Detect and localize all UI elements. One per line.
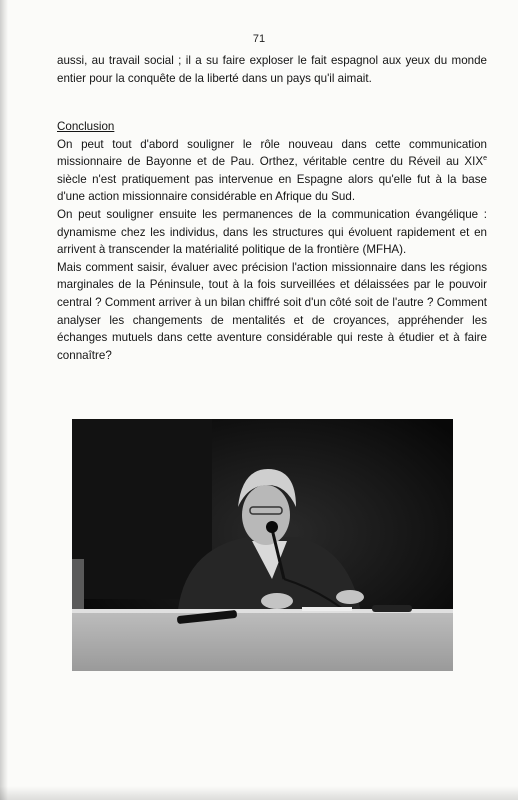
speaker-hand-right (336, 590, 364, 604)
speaker-hands (261, 593, 293, 609)
conclusion-heading: Conclusion (57, 120, 115, 133)
p1-text-b: siècle n'est pratiquement pas intervenue en Espagne alors qu'elle fut à la base d'une action missionnaire considérable en Afrique du Sud. (57, 172, 487, 204)
conclusion-paragraph-3: Mais comment saisir, évaluer avec précision l'action missionnaire dans les régions marginales de la Péninsule, tout à la fois surveillées et délaissées par le pouvoir central ? Comment arriver à un bilan chiffré soit d'un côté soit de l'autre ? Comment analyser les changements de mentalités et de croyances, appréhender les échanges mutuels dans cette aventure considérable qui reste à étudier et à faire connaître? (57, 260, 487, 362)
p1-superscript: e (483, 155, 487, 163)
papers (302, 607, 352, 611)
page-edge-shadow (0, 0, 8, 800)
speaker-face (242, 485, 290, 545)
page-bottom-shadow (0, 786, 518, 800)
speaker-photograph (72, 419, 453, 671)
intro-paragraph (57, 52, 487, 87)
table-cloth (72, 611, 453, 671)
page-number: 71 (252, 33, 266, 45)
p1-text-a: On peut tout d'abord souligner le rôle nouveau dans cette communication missionnaire de Bayonne et de Pau. Orthez, véritable centre du Réveil au XIX (57, 137, 487, 169)
microphone-icon (266, 521, 278, 533)
photo-illustration (72, 419, 453, 671)
conclusion-paragraph-2: On peut souligner ensuite les permanences de la communication évangélique : dynamisme chez les individus, dans les structures qui évoluent rapidement et en arrivent à transcender la matérialité politique de la frontière (MFHA). (57, 207, 487, 257)
conclusion-paragraph-1 (57, 136, 487, 206)
table-object (372, 605, 412, 612)
conclusion-section (57, 118, 487, 364)
intro-paragraph-text: aussi, au travail social ; il a su faire exploser le fait espagnol aux yeux du monde entier pour la conquête de la liberté dans un pays qu'il aimait. (57, 54, 487, 85)
